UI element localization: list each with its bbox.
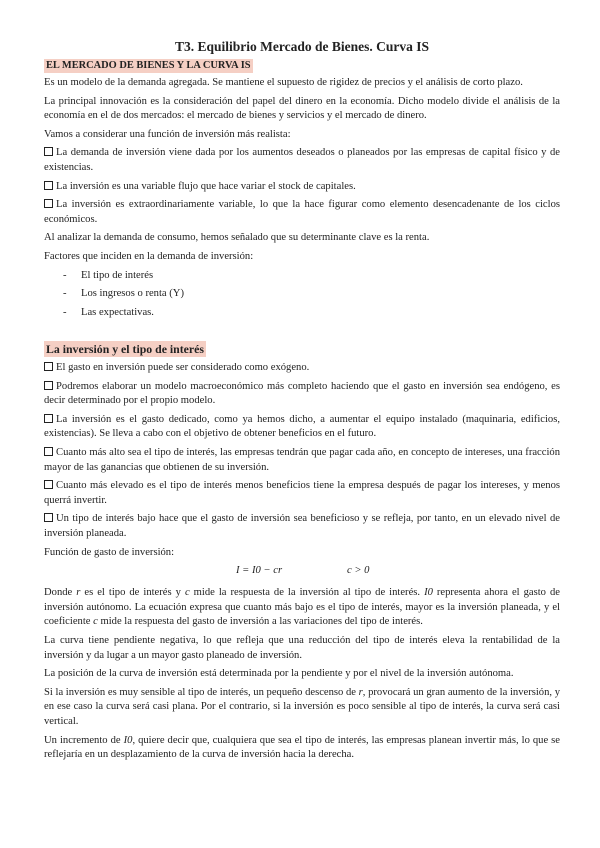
- checkbox-bullet-icon: [44, 414, 53, 423]
- bullet-item: El gasto en inversión puede ser considerado como exógeno.: [44, 361, 560, 376]
- bullet-item: Cuanto más elevado es el tipo de interés menos beneficios tiene la empresa después de pagar los intereses, y menos querrá invertir.: [44, 480, 560, 506]
- equation-formula: I = I0 − cr: [236, 565, 283, 577]
- paragraph: Al analizar la demanda de consumo, hemos señalado que su determinante clave es la renta.: [44, 232, 430, 244]
- checkbox-bullet-icon: [44, 513, 53, 522]
- paragraph: Factores que inciden en la demanda de inversión:: [44, 250, 254, 262]
- paragraph: Función de gasto de inversión:: [44, 546, 175, 558]
- paragraph: Si la inversión es muy sensible al tipo de interés, un pequeño descenso de r, provocará un gran aumento de la inversión, y en ese caso la curva será casi plana. Por el contrario, si la inversión es poco sensible al tipo de interés, la curva será casi vertical.: [44, 686, 560, 727]
- factors-list: [44, 268, 560, 322]
- document-title: T3. Equilibrio Mercado de Bienes. Curva IS: [174, 39, 430, 54]
- bullet-item: Cuanto más alto sea el tipo de interés, las empresas tendrán que pagar cada año, en concepto de intereses, una fracción mayor de las ganancias que obtienen de su inversión.: [44, 447, 560, 473]
- section-heading-inversion: La inversión y el tipo de interés: [46, 342, 204, 357]
- checkbox-bullet-icon: [44, 447, 53, 456]
- paragraph: Es un modelo de la demanda agregada. Se mantiene el supuesto de rigidez de precios y el análisis de corto plazo.: [44, 77, 523, 88]
- document-page: [44, 38, 560, 767]
- bullet-item: Un tipo de interés bajo hace que el gasto de inversión sea beneficioso y se refleja, por tanto, en un elevado nivel de inversión planeada.: [44, 513, 560, 539]
- section-heading-mercado: EL MERCADO DE BIENES Y LA CURVA IS: [46, 60, 251, 71]
- paragraph: La posición de la curva de inversión está determinada por la pendiente y por el nivel de la inversión autónoma.: [44, 668, 514, 680]
- checkbox-bullet-icon: [44, 181, 53, 190]
- bullet-item: La inversión es extraordinariamente variable, lo que la hace figurar como elemento desencadenante de los ciclos económicos.: [44, 199, 560, 225]
- bullet-item: Podremos elaborar un modelo macroeconómico más completo haciendo que el gasto en inversión sea endógeno, es decir determinado por el propio modelo.: [44, 380, 560, 407]
- list-item: - Los ingresos o renta (Y): [63, 288, 184, 300]
- checkbox-bullet-icon: [44, 147, 53, 156]
- investment-equation: [44, 564, 560, 582]
- paragraph: Vamos a considerar una función de inversión más realista:: [44, 128, 291, 140]
- bullet-item: La inversión es el gasto dedicado, como ya hemos dicho, a aumentar el equipo instalado (maquinaria, edificios, existencias). Se lleva a cabo con el objetivo de obtener beneficios en el futuro.: [44, 413, 560, 440]
- paragraph: La principal innovación es la consideración del papel del dinero en la economía. Dicho modelo divide el análisis de la economía en el de dos mercados: el mercado de bienes y servicios y el mercado de dinero.: [44, 95, 560, 122]
- checkbox-bullet-icon: [44, 199, 53, 208]
- list-item: - El tipo de interés: [63, 269, 154, 281]
- paragraph: Donde r es el tipo de interés y c mide la respuesta de la inversión al tipo de interés. I0 representa ahora el gasto de inversión autónomo. La ecuación expresa que cuanto más bajo es el tipo de interés, mayor es la inversión planeada, y el coeficiente c mide la respuesta del gasto de inversión a las variaciones del tipo de interés.: [44, 587, 560, 628]
- checkbox-bullet-icon: [44, 480, 53, 489]
- paragraph: La curva tiene pendiente negativa, lo que refleja que una reducción del tipo de interés eleva la rentabilidad de la inversión y da lugar a un mayor gasto planeado de inversión.: [44, 634, 560, 661]
- checkbox-bullet-icon: [44, 362, 53, 371]
- bullet-item: La demanda de inversión viene dada por los aumentos deseados o planeados por las empresas de capital físico y de existencias.: [44, 147, 560, 173]
- paragraph: Un incremento de I0, quiere decir que, cualquiera que sea el tipo de interés, las empresas planean invertir más, lo que se reflejaría en un desplazamiento de la curva de inversión hacia la derecha.: [44, 734, 561, 761]
- list-item: - Las expectativas.: [63, 306, 154, 318]
- checkbox-bullet-icon: [44, 381, 53, 390]
- bullet-item: La inversión es una variable flujo que hace variar el stock de capitales.: [44, 180, 560, 195]
- equation-condition: c > 0: [347, 565, 370, 577]
